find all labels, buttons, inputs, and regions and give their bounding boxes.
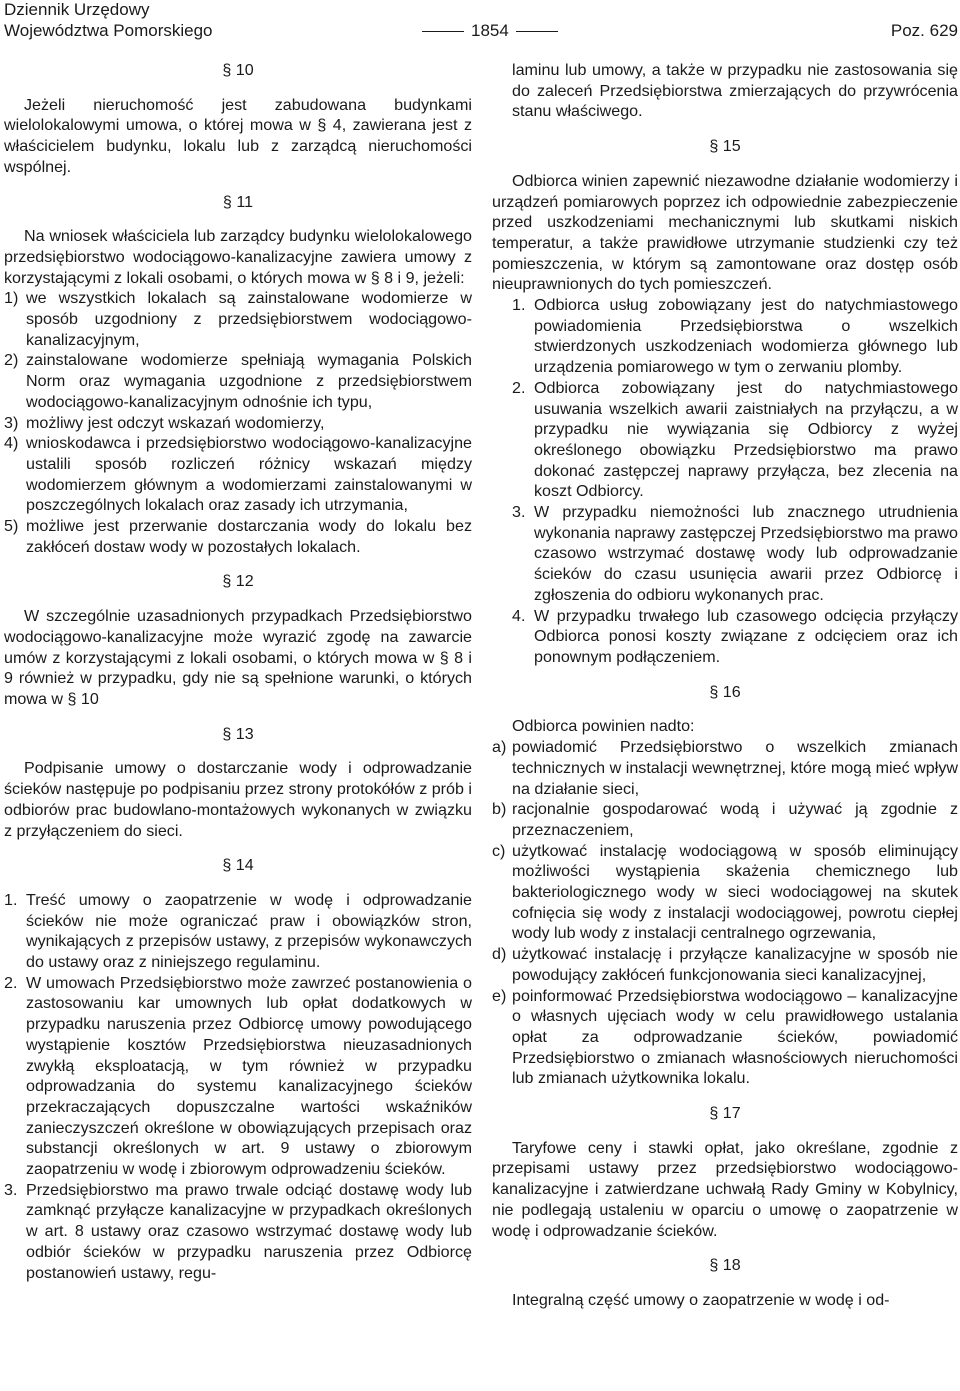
list-item: 1. Treść umowy o zaopatrzenie w wodę i odprowadzanie ścieków nie może ograniczać praw i obowiązków stron, wynikających z przepisów ustawy, z przepisów wykonawczych do ustawy oraz z niniejszego regulaminu. xyxy=(4,890,472,972)
list-item: 2. W umowach Przedsiębiorstwo może zawrzeć postanowienia o zastosowaniu kar umownych lub opłat dodatkowych w przypadku naruszenia przez Odbiorcę umowy powodującego wystąpienie kosztów Przedsiębiorstwa nieuzasadnionych zwykłą eksploatacją, w tym również w przypadku odprowadzania do systemu kanalizacyjnego ścieków przekraczających dopuszczalne wartości wskaźników zanieczyszczeń określone w obowiązujących przepisach oraz substancji określonych w art. 9 ustawy o zbiorowym zaopatrzeniu w wodę i zbiorowym odprowadzeniu ścieków. xyxy=(4,973,472,1179)
page-header xyxy=(4,0,958,44)
section-11-title: § 11 xyxy=(222,192,254,211)
list-item: d) użytkować instalację i przyłącze kanalizacyjne w sposób nie powodujący zakłóceń funkcjonowania sieci kanalizacyjnej, xyxy=(492,945,958,984)
list-item: 4) wnioskodawca i przedsiębiorstwo wodociągowo-kanalizacyjne ustalili sposób rozliczeń różnicy wskazań między wodomierzem głównym a wodomierzami zainstalowanymi w poszczególnych lokalach oraz zasady ich utrzymania, xyxy=(4,434,472,515)
list-item: 2. Odbiorca zobowiązany jest do natychmiastowego usuwania wszelkich awarii zaistniałych na przyłączu, a w przypadku nie wywiązania się Odbiorcy z wyżej określonego obowiązku Przedsiębiorstwo ma prawo dokonać zastępczej naprawy przyłącza, bez zlecenia na koszt Odbiorcy. xyxy=(512,378,958,501)
list-item: e) poinformować Przedsiębiorstwa wodociągowo – kanalizacyjne o własnych ujęciach wody w celu prawidłowego ustalania opłat za odprowadzanie ścieków, powiadomić Przedsiębiorstwo o zmianach własnościowych nieruchomości lub zmianach użytkownika lokalu. xyxy=(492,986,958,1088)
list-item: 3. Przedsiębiorstwo ma prawo trwale odciąć dostawę wody lub zamknąć przyłącze kanalizacyjne w przypadkach określonych w art. 8 ustawy oraz czasowo wstrzymać dostawę wody lub odbiór ścieków w przypadku naruszenia przez Odbiorcę postanowień ustawy, regu- xyxy=(4,1180,472,1282)
section-16-title: § 16 xyxy=(709,682,741,701)
section-17-text: Taryfowe ceny i stawki opłat, jako określane, zgodnie z przepisami ustawy przez przedsiębiorstwo wodociągowo-kanalizacyjne i zatwierdzane uchwałą Rady Gminy w Kobylnicy, nie podlegają ustaleniu w oparciu o umowę o zaopatrzenie w wodę i odprowadzanie ścieków. xyxy=(492,1138,958,1240)
list-item: a) powiadomić Przedsiębiorstwo o wszelkich zmianach technicznych w instalacji wewnętrznej, które mogą mieć wpływ na działanie sieci, xyxy=(492,738,958,798)
list-item: 4. W przypadku trwałego lub czasowego odcięcia przyłączy Odbiorca ponosi koszty związane z odcięciem oraz ich ponownym podłączeniem. xyxy=(512,606,958,666)
list-item: b) racjonalnie gospodarować wodą i używać ją zgodnie z przeznaczeniem, xyxy=(492,800,958,839)
section-14-continuation: laminu lub umowy, a także w przypadku nie zastosowania się do zaleceń Przedsiębiorstwa zmierzających do przywrócenia stanu właściwego. xyxy=(512,61,958,121)
section-13-title: § 13 xyxy=(222,724,254,743)
dash-left xyxy=(422,31,464,32)
journal-region: Województwa Pomorskiego xyxy=(4,21,213,40)
dash-right xyxy=(516,31,558,32)
list-item: 2) zainstalowane wodomierze spełniają wymagania Polskich Norm oraz wymagania uzgodnione z przedsiębiorstwem wodociągowo-kanalizacyjnym odnośnie ich typu, xyxy=(4,351,472,411)
list-item: 1) we wszystkich lokalach są zainstalowane wodomierze w sposób uzgodniony z przedsiębiorstwem wodociągowo-kanalizacyjnym, xyxy=(4,289,472,349)
section-18-title: § 18 xyxy=(709,1256,741,1275)
section-12-text: W szczególnie uzasadnionych przypadkach Przedsiębiorstwo wodociągowo-kanalizacyjne może wyrazić zgodę na zawarcie umów z korzystającymi z lokali osobami, o których mowa w § 8 i 9 również w przypadku, gdy nie są spełnione warunki, o których mowa w § 10 xyxy=(4,607,472,708)
section-11-intro: Na wniosek właściciela lub zarządcy budynku wielolokalowego przedsiębiorstwo wodociągowo-kanalizacyjne zawiera umowy z korzystającymi z lokali osobami, o których mowa w § 8 i 9, jeżeli: xyxy=(4,227,472,287)
page-number: 1854 xyxy=(415,20,565,41)
left-column xyxy=(4,60,472,1283)
journal-title: Dziennik Urzędowy xyxy=(4,0,150,19)
list-item: c) użytkować instalację wodociągową w sposób eliminujący możliwości wystąpienia skażenia chemicznego lub bakteriologicznego wody w sieci wodociągowej na skutek cofnięcia się wody z instalacji wodociągowej, powrotu ciepłej wody lub wody z instalacji centralnego ogrzewania, xyxy=(492,841,958,943)
section-15-intro: Odbiorca winien zapewnić niezawodne działanie wodomierzy i urządzeń pomiarowych poprzez ich odpowiednie zabezpieczenie przed uszkodzeniami mechanicznymi lub skutkami niskich temperatur, a także prawidłowe utrzymanie studzienki czy też pomieszczenia, w którym są zamontowane oraz dostęp osób nieuprawnionych do tych pomieszczeń. xyxy=(492,171,958,294)
section-17-title: § 17 xyxy=(709,1104,741,1123)
section-14-title: § 14 xyxy=(222,856,254,875)
section-10-text: Jeżeli nieruchomość jest zabudowana budynkami wielolokalowymi umowa, o której mowa w § 4, zawierana jest z właścicielem budynku, lokalu lub z zarządcą nieruchomości wspólnej. xyxy=(4,95,472,176)
section-15-title: § 15 xyxy=(709,137,741,156)
list-item: 3) możliwy jest odczyt wskazań wodomierzy, xyxy=(4,413,325,432)
list-item: 5) możliwe jest przerwanie dostarczania wody do lokalu bez zakłóceń dostaw wody w pozostałych lokalach. xyxy=(4,517,472,556)
section-16-intro: Odbiorca powinien nadto: xyxy=(512,717,695,736)
right-column xyxy=(492,60,958,1311)
position-number: Poz. 629 xyxy=(890,21,958,40)
section-13-text: Podpisanie umowy o dostarczanie wody i odprowadzanie ścieków następuje po podpisaniu przez strony protokółów z prób i odbiorów prac budowlano-montażowych wykonanych w związku z przyłączeniem do sieci. xyxy=(4,759,472,840)
list-item: 3. W przypadku niemożności lub znacznego utrudnienia wykonania naprawy zastępczej Przedsiębiorstwo ma prawo czasowo wstrzymać dostawę wody lub odprowadzanie ścieków do czasu usunięcia awarii przez Odbiorcę i zgłoszenia do odbioru wykonanych prac. xyxy=(512,503,959,604)
section-12-title: § 12 xyxy=(222,572,254,591)
section-10-title: § 10 xyxy=(222,61,254,79)
section-18-text: Integralną część umowy o zaopatrzenie w wodę i od- xyxy=(512,1290,890,1309)
list-item: 1. Odbiorca usług zobowiązany jest do natychmiastowego powiadomienia Przedsiębiorstwa o wszelkich stwierdzonych uszkodzeniach wodomierza głównego lub urządzenia pomiarowego w tym o zerwaniu plomby. xyxy=(512,296,958,377)
